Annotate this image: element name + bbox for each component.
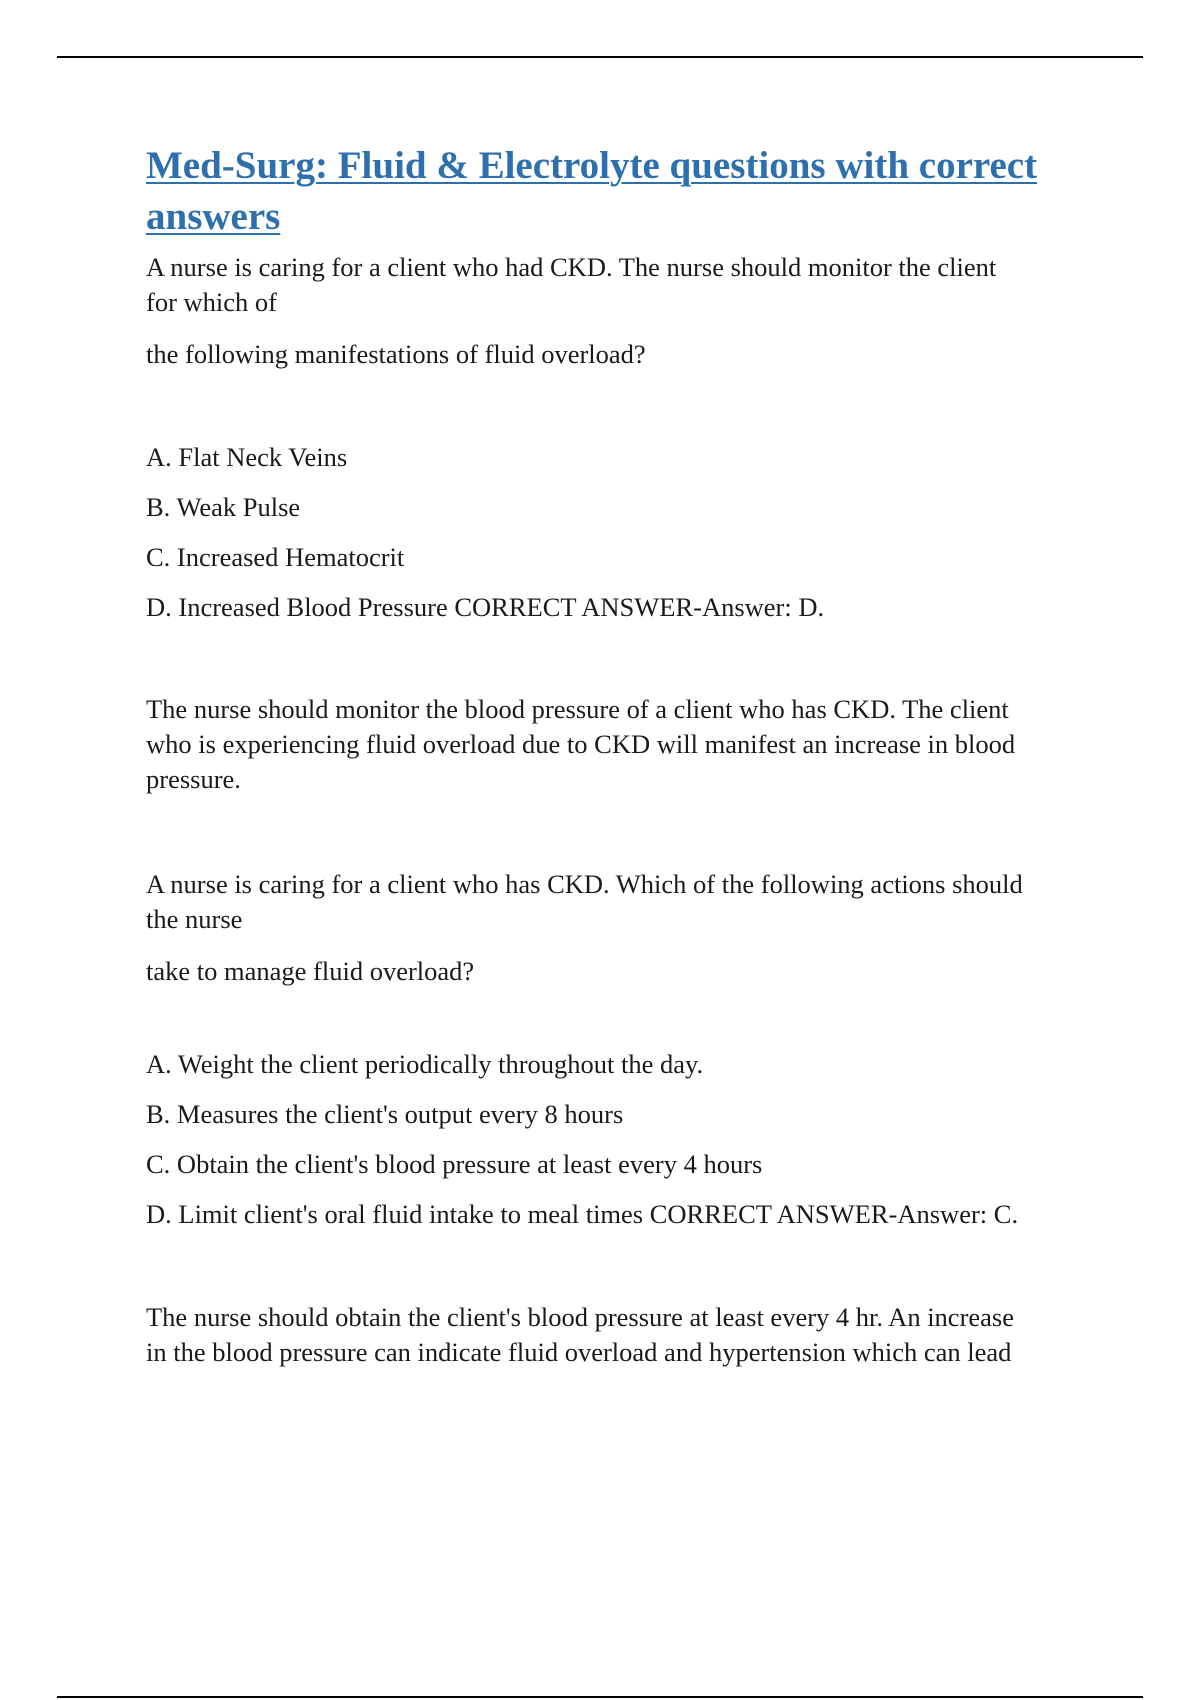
bottom-divider bbox=[57, 1696, 1143, 1698]
question-1-rationale-line-1: The nurse should monitor the blood pressure of a client who has CKD. The client bbox=[146, 694, 1009, 724]
question-2-option-b: B. Measures the client's output every 8 hours bbox=[146, 1099, 624, 1129]
question-2-option-c: C. Obtain the client's blood pressure at least every 4 hours bbox=[146, 1149, 763, 1179]
question-1-rationale bbox=[146, 692, 1096, 797]
question-1-stem-line-2: for which of bbox=[146, 287, 277, 317]
question-1-stem-line-3: the following manifestations of fluid overload? bbox=[146, 339, 646, 369]
top-divider bbox=[57, 56, 1143, 58]
question-2-rationale bbox=[146, 1300, 1096, 1370]
question-1-option-b: B. Weak Pulse bbox=[146, 492, 301, 522]
question-1-stem-line-1: A nurse is caring for a client who had CKD. The nurse should monitor the client bbox=[146, 252, 997, 282]
question-1-rationale-line-2: who is experiencing fluid overload due to CKD will manifest an increase in blood bbox=[146, 729, 1016, 759]
question-2-rationale-line-2: in the blood pressure can indicate fluid overload and hypertension which can lead bbox=[146, 1337, 1012, 1367]
question-2-options bbox=[146, 1047, 1096, 1232]
question-1-option-a: A. Flat Neck Veins bbox=[146, 442, 348, 472]
document-body bbox=[146, 140, 1096, 1370]
question-2 bbox=[146, 867, 1096, 1370]
question-2-stem-line-1: A nurse is caring for a client who has CKD. Which of the following actions should bbox=[146, 869, 1023, 899]
question-1-option-d: D. Increased Blood Pressure CORRECT ANSWER-Answer: D. bbox=[146, 592, 825, 622]
question-2-rationale-line-1: The nurse should obtain the client's blood pressure at least every 4 hr. An increase bbox=[146, 1302, 1014, 1332]
title-line-1[interactable]: Med-Surg: Fluid & Electrolyte questions with correct bbox=[146, 144, 1038, 187]
question-2-stem-line-3: take to manage fluid overload? bbox=[146, 956, 475, 986]
question-2-option-a: A. Weight the client periodically throughout the day. bbox=[146, 1049, 704, 1079]
question-1-options bbox=[146, 440, 1096, 625]
question-1-option-c: C. Increased Hematocrit bbox=[146, 542, 405, 572]
question-1-rationale-line-3: pressure. bbox=[146, 764, 241, 794]
question-2-stem-line-2: the nurse bbox=[146, 904, 243, 934]
question-1 bbox=[146, 250, 1096, 797]
question-2-option-d: D. Limit client's oral fluid intake to meal times CORRECT ANSWER-Answer: C. bbox=[146, 1199, 1019, 1229]
document-title-link[interactable] bbox=[146, 140, 1096, 242]
title-line-2[interactable]: answers bbox=[146, 195, 281, 238]
